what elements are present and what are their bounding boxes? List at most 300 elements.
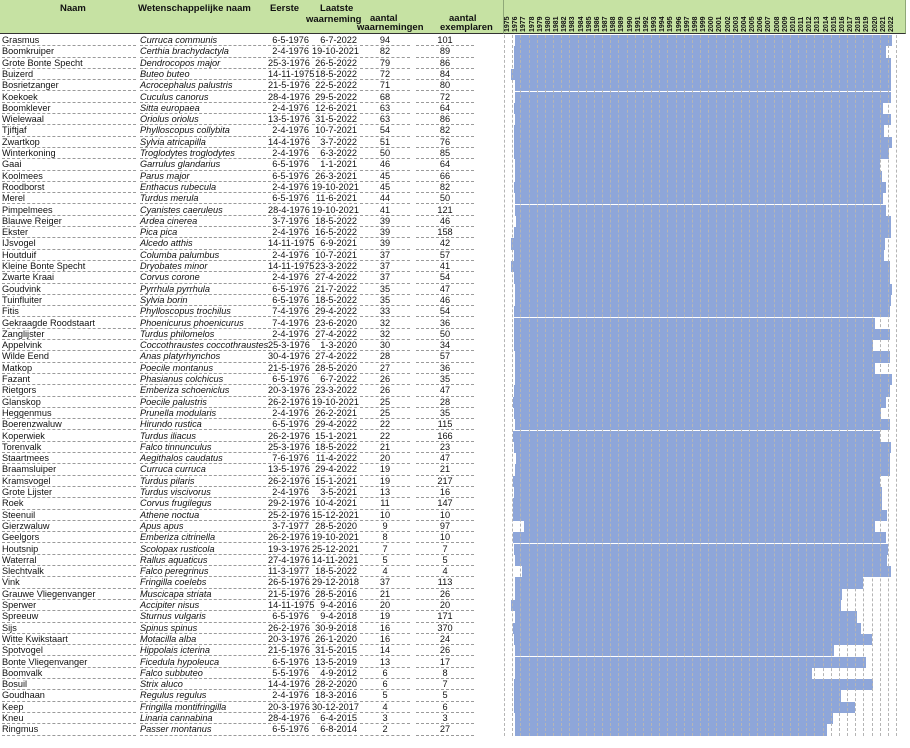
- table-row: [0, 623, 906, 634]
- table-row: [0, 510, 906, 521]
- specimen-count: 50: [416, 329, 474, 340]
- table-row: [0, 668, 906, 679]
- table-row: [0, 159, 906, 170]
- specimen-count: 80: [416, 80, 474, 91]
- first-observation: 25-3-1976: [268, 340, 310, 351]
- observation-count: 11: [360, 498, 410, 509]
- scientific-name: Phasianus colchicus: [140, 374, 266, 385]
- last-observation: 23-3-2022: [312, 261, 357, 272]
- first-observation: 14-11-1975: [268, 238, 315, 249]
- scientific-name: Poecile montanus: [140, 363, 266, 374]
- last-observation: 19-10-2021: [312, 204, 359, 215]
- year-label: 1981: [553, 16, 560, 32]
- scientific-name: Curruca communis: [140, 35, 266, 46]
- observation-count: 21: [360, 442, 410, 453]
- last-observation: 15-1-2021: [312, 476, 357, 487]
- last-observation: 29-5-2022: [312, 92, 357, 103]
- year-label: 1983: [569, 16, 577, 32]
- table-row: [0, 408, 906, 419]
- table-row: [0, 46, 906, 57]
- year-label: 2000: [708, 16, 716, 32]
- species-name: Witte Kwikstaart: [2, 634, 136, 645]
- first-observation: 25-3-1976: [268, 57, 310, 68]
- timeline-bar: [515, 374, 892, 385]
- observation-count: 21: [360, 589, 410, 600]
- observation-count: 26: [360, 385, 410, 396]
- table-row: [0, 555, 906, 566]
- scientific-name: Acrocephalus palustris: [140, 80, 266, 91]
- specimen-count: 17: [416, 657, 474, 668]
- year-label: 2003: [732, 16, 740, 32]
- first-observation: 21-5-1976: [268, 645, 310, 656]
- observation-count: 71: [360, 80, 410, 91]
- observation-count: 2: [360, 724, 410, 735]
- first-observation: 6-5-1976: [268, 724, 309, 735]
- year-label: 2020: [871, 16, 879, 32]
- specimen-count: 86: [416, 58, 474, 69]
- year-gridline: [814, 35, 815, 736]
- year-gridline: [586, 35, 587, 736]
- specimen-count: 34: [416, 340, 474, 351]
- scientific-name: Ficedula hypoleuca: [140, 657, 266, 668]
- timeline-bar: [515, 668, 812, 679]
- observation-count: 19: [360, 476, 410, 487]
- observation-count: 10: [360, 510, 410, 521]
- timeline-bar: [515, 351, 891, 362]
- first-observation: 14-11-1975: [268, 68, 315, 79]
- timeline-bar: [515, 92, 891, 103]
- year-gridline: [520, 35, 521, 736]
- observation-count: 26: [360, 374, 410, 385]
- table-row: [0, 250, 906, 261]
- last-observation: 19-10-2021: [312, 532, 359, 543]
- scientific-name: Falco peregrinus: [140, 566, 266, 577]
- table-row: [0, 611, 906, 622]
- specimen-count: 97: [416, 521, 474, 532]
- table-row: [0, 634, 906, 645]
- table-row: [0, 182, 906, 193]
- observation-count: 20: [360, 453, 410, 464]
- year-gridline: [676, 35, 677, 736]
- species-name: Koolmees: [2, 171, 136, 182]
- species-name: Gierzwaluw: [2, 521, 136, 532]
- first-observation: 6-5-1976: [268, 171, 309, 182]
- specimen-count: 86: [416, 114, 474, 125]
- first-observation: 27-4-1976: [268, 554, 310, 565]
- specimen-count: 36: [416, 318, 474, 329]
- last-observation: 28-5-2016: [312, 589, 357, 600]
- observation-count: 27: [360, 363, 410, 374]
- table-row: [0, 464, 906, 475]
- last-observation: 16-5-2022: [312, 227, 357, 238]
- year-label: 1998: [691, 16, 699, 32]
- species-name: Heggenmus: [2, 408, 136, 419]
- species-name: Waterral: [2, 555, 136, 566]
- timeline-bar: [511, 238, 885, 249]
- table-row: [0, 284, 906, 295]
- species-name: Kleine Bonte Specht: [2, 261, 136, 272]
- scientific-name: Fringilla coelebs: [140, 577, 266, 588]
- species-name: Houtduif: [2, 250, 136, 261]
- species-name: Wilde Eend: [2, 351, 136, 362]
- timeline-bar: [514, 634, 872, 645]
- header-last: Laatste: [320, 3, 354, 14]
- table-row: [0, 114, 906, 125]
- scientific-name: Strix aluco: [140, 679, 266, 690]
- specimen-count: 171: [416, 611, 474, 622]
- specimen-count: 64: [416, 103, 474, 114]
- last-observation: 23-6-2020: [312, 318, 357, 329]
- last-observation: 19-10-2021: [312, 396, 359, 407]
- observation-count: 39: [360, 216, 410, 227]
- observation-count: 25: [360, 397, 410, 408]
- year-gridline: [553, 35, 554, 736]
- first-observation: 26-2-1976: [268, 532, 310, 543]
- year-label: 2008: [773, 16, 781, 32]
- observation-count: 72: [360, 69, 410, 80]
- year-label: 2006: [757, 16, 765, 32]
- observation-count: 44: [360, 193, 410, 204]
- scientific-name: Coccothraustes coccothraustes: [140, 340, 269, 351]
- timeline-bar: [514, 58, 891, 69]
- last-observation: 23-3-2022: [312, 385, 357, 396]
- first-observation: 13-5-1976: [268, 114, 310, 125]
- last-observation: 27-4-2022: [312, 351, 357, 362]
- specimen-count: 28: [416, 397, 474, 408]
- year-gridline: [667, 35, 668, 736]
- scientific-name: Sitta europaea: [140, 103, 266, 114]
- first-observation: 6-5-1976: [268, 611, 309, 622]
- table-row: [0, 679, 906, 690]
- observation-count: 54: [360, 125, 410, 136]
- timeline-bar: [513, 623, 861, 634]
- scientific-name: Falco subbuteo: [140, 668, 266, 679]
- species-name: Matkop: [2, 363, 136, 374]
- last-observation: 9-4-2016: [312, 600, 357, 611]
- year-label: 1984: [577, 16, 585, 32]
- scientific-name: Motacilla alba: [140, 634, 266, 645]
- species-name: Goudhaan: [2, 690, 136, 701]
- first-observation: 6-5-1976: [268, 419, 309, 430]
- last-observation: 21-7-2022: [312, 284, 357, 295]
- observation-count: 45: [360, 171, 410, 182]
- last-observation: 30-12-2017: [312, 701, 359, 712]
- last-observation: 10-4-2021: [312, 498, 357, 509]
- last-observation: 1-3-2020: [312, 340, 357, 351]
- observation-count: 37: [360, 577, 410, 588]
- species-name: Tuinfluiter: [2, 295, 136, 306]
- last-observation: 3-7-2022: [312, 137, 357, 148]
- year-gridline: [529, 35, 530, 736]
- first-observation: 2-4-1976: [268, 103, 309, 114]
- year-label: 2002: [724, 16, 732, 32]
- observation-count: 6: [360, 679, 410, 690]
- species-name: Fitis: [2, 306, 136, 317]
- species-name: Bosuil: [2, 679, 136, 690]
- table-row: [0, 600, 906, 611]
- specimen-count: 84: [416, 69, 474, 80]
- table-row: [0, 577, 906, 588]
- year-gridline: [659, 35, 660, 736]
- first-observation: 6-5-1976: [268, 35, 309, 46]
- timeline-bar: [515, 577, 863, 588]
- observation-count: 32: [360, 329, 410, 340]
- first-observation: 29-2-1976: [268, 498, 310, 509]
- year-label: 2011: [798, 16, 805, 32]
- specimen-count: 121: [416, 205, 474, 216]
- last-observation: 18-5-2022: [312, 295, 357, 306]
- observation-count: 4: [360, 702, 410, 713]
- first-observation: 14-11-1975: [268, 261, 315, 271]
- observation-count: 39: [360, 227, 410, 238]
- species-name: Blauwe Reiger: [2, 216, 136, 227]
- scientific-name: Emberiza schoeniclus: [140, 385, 266, 396]
- species-name: Rietgors: [2, 385, 136, 396]
- species-name: Grote Lijster: [2, 487, 136, 498]
- timeline-bar: [514, 148, 889, 159]
- last-observation: 4-9-2012: [312, 668, 357, 679]
- year-label: 2017: [847, 16, 854, 32]
- first-observation: 14-4-1976: [268, 136, 310, 147]
- scientific-name: Phylloscopus trochilus: [140, 306, 266, 317]
- year-label: 1976: [512, 16, 520, 32]
- last-observation: 18-3-2016: [312, 690, 357, 701]
- table-row: [0, 193, 906, 204]
- scientific-name: Scolopax rusticola: [140, 544, 266, 555]
- year-gridline: [839, 35, 840, 736]
- year-gridline: [790, 35, 791, 736]
- observation-count: 79: [360, 58, 410, 69]
- observation-count: 4: [360, 566, 410, 577]
- scientific-name: Passer montanus: [140, 724, 266, 735]
- scientific-name: Fringilla montifringilla: [140, 702, 266, 713]
- first-observation: 6-5-1976: [268, 374, 309, 385]
- species-name: Slechtvalk: [2, 566, 136, 577]
- table-row: [0, 397, 906, 408]
- scientific-name: Sturnus vulgaris: [140, 611, 266, 622]
- year-gridline: [733, 35, 734, 736]
- last-observation: 13-5-2019: [312, 657, 357, 668]
- table-row: [0, 92, 906, 103]
- scientific-name: Oriolus oriolus: [140, 114, 266, 125]
- species-name: Staartmees: [2, 453, 136, 464]
- year-gridline: [684, 35, 685, 736]
- first-observation: 2-4-1976: [268, 690, 309, 701]
- last-observation: 27-4-2022: [312, 272, 357, 283]
- species-name: Tjiftjaf: [2, 125, 136, 136]
- year-gridline: [806, 35, 807, 736]
- species-name: Zanglijster: [2, 329, 136, 340]
- last-observation: 29-12-2018: [312, 577, 359, 588]
- year-label: 2001: [716, 16, 724, 32]
- observation-count: 5: [360, 555, 410, 566]
- observation-count: 28: [360, 351, 410, 362]
- specimen-count: 54: [416, 306, 474, 317]
- species-name: Roodborst: [2, 182, 136, 193]
- timeline-bar: [515, 419, 890, 430]
- observation-count: 22: [360, 431, 410, 442]
- year-gridline: [561, 35, 562, 736]
- species-name: Zwarte Kraai: [2, 272, 136, 283]
- scientific-name: Accipiter nisus: [140, 600, 266, 611]
- year-label: 2019: [863, 16, 871, 32]
- specimen-count: 47: [416, 385, 474, 396]
- header-name: Naam: [60, 3, 86, 14]
- table-row: [0, 137, 906, 148]
- specimen-count: 26: [416, 589, 474, 600]
- species-name: Buizerd: [2, 69, 136, 80]
- first-observation: 25-2-1976: [268, 509, 310, 520]
- species-name: Wielewaal: [2, 114, 136, 125]
- species-name: Kneu: [2, 713, 136, 724]
- year-gridline: [618, 35, 619, 736]
- table-row: [0, 340, 906, 351]
- scientific-name: Apus apus: [140, 521, 266, 532]
- last-observation: 27-4-2022: [312, 329, 357, 340]
- scientific-name: Alcedo atthis: [140, 238, 266, 249]
- specimen-count: 42: [416, 238, 474, 249]
- year-gridline: [880, 35, 881, 736]
- year-gridline: [774, 35, 775, 736]
- year-gridline: [569, 35, 570, 736]
- scientific-name: Ardea cinerea: [140, 216, 266, 227]
- species-name: Boomklever: [2, 103, 136, 114]
- scientific-name: Buteo buteo: [140, 69, 266, 80]
- scientific-name: Regulus regulus: [140, 690, 266, 701]
- last-observation: 26-1-2020: [312, 634, 357, 645]
- specimen-count: 57: [416, 351, 474, 362]
- observation-count: 8: [360, 532, 410, 543]
- specimen-count: 217: [416, 476, 474, 487]
- species-name: Vink: [2, 577, 136, 588]
- year-gridline: [757, 35, 758, 736]
- last-observation: 18-5-2022: [312, 216, 357, 227]
- observation-count: 7: [360, 544, 410, 555]
- species-name: Winterkoning: [2, 148, 136, 159]
- year-gridline: [863, 35, 864, 736]
- scientific-name: Emberiza citrinella: [140, 532, 266, 543]
- last-observation: 31-5-2022: [312, 114, 357, 125]
- first-observation: 7-4-1976: [268, 318, 309, 329]
- species-name: Gaai: [2, 159, 136, 170]
- first-observation: 21-5-1976: [268, 588, 310, 599]
- observation-count: 46: [360, 159, 410, 170]
- specimen-count: 3: [416, 713, 474, 724]
- table-row: [0, 419, 906, 430]
- observation-count: 41: [360, 205, 410, 216]
- year-label: 2015: [830, 16, 838, 32]
- specimen-count: 20: [416, 600, 474, 611]
- scientific-name: Anas platyrhynchos: [140, 351, 266, 362]
- scientific-name: Dendrocopos major: [140, 58, 266, 69]
- year-header: [504, 0, 906, 34]
- year-gridline: [610, 35, 611, 736]
- specimen-count: 113: [416, 577, 474, 588]
- last-observation: 19-10-2021: [312, 46, 359, 57]
- specimen-count: 8: [416, 668, 474, 679]
- specimen-count: 370: [416, 623, 474, 634]
- year-label: 1985: [585, 16, 593, 32]
- specimen-count: 47: [416, 284, 474, 295]
- year-gridline: [578, 35, 579, 736]
- last-observation: 3-5-2021: [312, 487, 357, 498]
- last-observation: 6-3-2022: [312, 148, 357, 159]
- table-row: [0, 645, 906, 656]
- first-observation: 26-5-1976: [268, 577, 310, 588]
- timeline-bar: [516, 216, 891, 227]
- table-row: [0, 103, 906, 114]
- first-observation: 28-4-1976: [268, 713, 310, 723]
- table-row: [0, 589, 906, 600]
- year-label: 2004: [740, 16, 748, 32]
- timeline-bar: [514, 442, 891, 453]
- last-observation: 26-2-2021: [312, 408, 357, 419]
- year-gridline: [594, 35, 595, 736]
- table-row: [0, 363, 906, 374]
- table-row: [0, 690, 906, 701]
- last-observation: 11-4-2022: [312, 453, 357, 464]
- last-observation: 14-11-2021: [312, 554, 359, 565]
- table-row: [0, 657, 906, 668]
- last-observation: 28-5-2020: [312, 521, 357, 532]
- table-row: [0, 171, 906, 182]
- observation-count: 39: [360, 238, 410, 249]
- table-row: [0, 487, 906, 498]
- scientific-name: Certhia brachydactyla: [140, 46, 266, 57]
- year-gridline: [537, 35, 538, 736]
- specimen-count: 23: [416, 442, 474, 453]
- specimen-count: 27: [416, 724, 474, 735]
- year-gridline: [749, 35, 750, 736]
- table-row: [0, 385, 906, 396]
- first-observation: 2-4-1976: [268, 182, 309, 193]
- first-observation: 11-3-1977: [268, 566, 310, 577]
- first-observation: 2-4-1976: [268, 148, 309, 159]
- last-observation: 18-5-2022: [312, 69, 357, 80]
- specimen-count: 54: [416, 272, 474, 283]
- last-observation: 12-6-2021: [312, 103, 357, 114]
- first-observation: 2-4-1976: [268, 272, 309, 283]
- last-observation: 6-4-2015: [312, 713, 357, 724]
- species-name: Glanskop: [2, 397, 136, 408]
- first-observation: 6-5-1976: [268, 193, 309, 204]
- first-observation: 25-3-1976: [268, 441, 310, 452]
- first-observation: 26-2-1976: [268, 396, 310, 407]
- first-observation: 28-4-1976: [268, 204, 310, 215]
- timeline-bar: [515, 295, 891, 306]
- specimen-count: 41: [416, 261, 474, 272]
- year-label: 1995: [667, 16, 675, 32]
- first-observation: 7-6-1976: [268, 453, 309, 464]
- last-observation: 6-7-2022: [312, 35, 357, 46]
- first-observation: 21-5-1976: [268, 362, 310, 373]
- species-name: Ringmus: [2, 724, 136, 735]
- last-observation: 18-5-2022: [312, 566, 357, 577]
- last-observation: 28-2-2020: [312, 679, 357, 690]
- table-row: [0, 318, 906, 329]
- year-gridline: [798, 35, 799, 736]
- scientific-name: Cuculus canorus: [140, 92, 266, 103]
- last-observation: 15-12-2021: [312, 509, 359, 520]
- year-label: 1987: [602, 16, 609, 32]
- year-gridline: [847, 35, 848, 736]
- observation-count: 16: [360, 623, 410, 634]
- year-label: 1992: [642, 16, 650, 32]
- scientific-name: Turdus iliacus: [140, 431, 266, 442]
- year-gridline: [512, 35, 513, 736]
- observation-count: 37: [360, 272, 410, 283]
- timeline-bar: [516, 453, 890, 464]
